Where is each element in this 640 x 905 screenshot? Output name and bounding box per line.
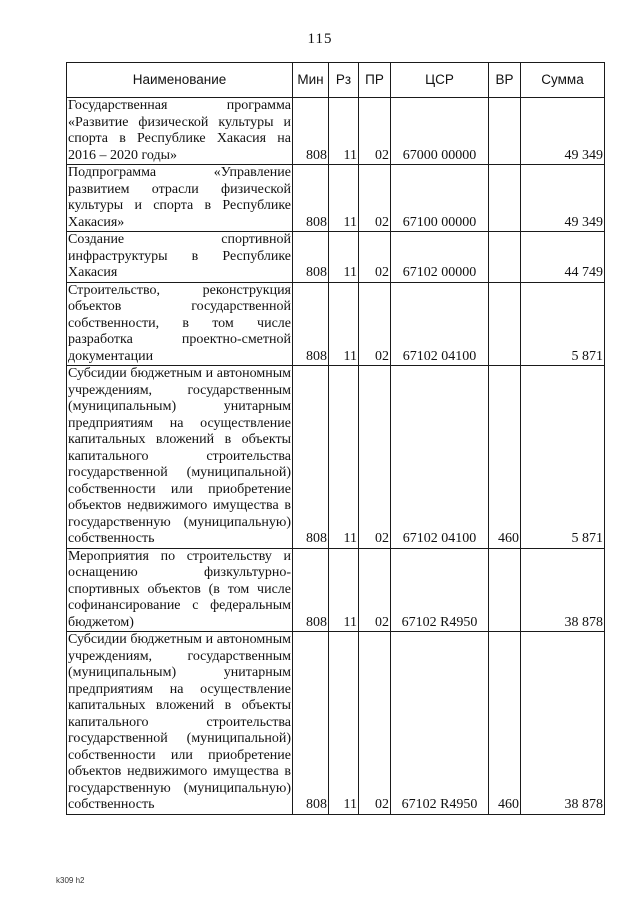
row-pr: 02 (359, 632, 391, 815)
row-min: 808 (293, 366, 329, 549)
row-vr (489, 548, 521, 632)
row-name: Подпрограмма «Управление развитием отрасли физической культуры и спорта в Республике Хакасия» (68, 165, 291, 230)
table-row (67, 98, 605, 165)
footer-code: k309 h2 (56, 876, 85, 885)
row-min: 808 (293, 98, 329, 165)
row-min: 808 (293, 232, 329, 283)
row-rz: 11 (329, 632, 359, 815)
header-min: Мин (293, 63, 329, 98)
row-name: Строительство, реконструкция объектов государственной собственности, в том числе разработка проектно-сметной документации (68, 282, 291, 364)
row-rz: 11 (329, 282, 359, 366)
header-csr: ЦСР (391, 63, 489, 98)
row-vr: 460 (489, 366, 521, 549)
row-name: Мероприятия по строительству и оснащению физкультурно-спортивных объектов (в том числе софинансирование с федеральным бюджетом) (68, 548, 291, 630)
header-pr: ПР (359, 63, 391, 98)
row-csr: 67100 00000 (391, 165, 489, 232)
table-row (67, 165, 605, 232)
row-pr: 02 (359, 98, 391, 165)
row-sum: 44 749 (521, 232, 605, 283)
row-min: 808 (293, 632, 329, 815)
row-csr: 67102 04100 (391, 282, 489, 366)
row-csr: 67000 00000 (391, 98, 489, 165)
header-vr: ВР (489, 63, 521, 98)
row-sum: 38 878 (521, 548, 605, 632)
row-name: Субсидии бюджетным и автономным учреждениям, государственным (муниципальным) унитарным предприятиям на осуществление капитальных вложений в объекты капитального строительства государственной (муниципальной) собственности или приобретение объектов недвижимого имущества в государственную (муниципальную) собственность (68, 366, 291, 546)
row-rz: 11 (329, 165, 359, 232)
row-csr: 67102 R4950 (391, 632, 489, 815)
row-rz: 11 (329, 548, 359, 632)
row-vr (489, 98, 521, 165)
row-pr: 02 (359, 232, 391, 283)
row-sum: 5 871 (521, 282, 605, 366)
budget-table (66, 62, 605, 815)
row-vr (489, 165, 521, 232)
row-csr: 67102 00000 (391, 232, 489, 283)
table-row (67, 632, 605, 815)
row-sum: 49 349 (521, 165, 605, 232)
header-name: Наименование (67, 63, 293, 98)
table-row (67, 232, 605, 283)
row-pr: 02 (359, 548, 391, 632)
row-csr: 67102 04100 (391, 366, 489, 549)
table-row (67, 366, 605, 549)
row-min: 808 (293, 548, 329, 632)
row-pr: 02 (359, 282, 391, 366)
row-vr (489, 282, 521, 366)
page-number: 115 (307, 31, 333, 47)
row-vr: 460 (489, 632, 521, 815)
row-name: Субсидии бюджетным и автономным учреждениям, государственным (муниципальным) унитарным предприятиям на осуществление капитальных вложений в объекты капитального строительства государственной (муниципальной) собственности или приобретение объектов недвижимого имущества в государственную (муниципальную) собственность (68, 632, 291, 812)
row-min: 808 (293, 282, 329, 366)
row-csr: 67102 R4950 (391, 548, 489, 632)
row-name: Государственная программа «Развитие физической культуры и спорта в Республике Хакасия на 2016 – 2020 годы» (68, 98, 291, 163)
row-vr (489, 232, 521, 283)
row-sum: 49 349 (521, 98, 605, 165)
row-min: 808 (293, 165, 329, 232)
header-rz: Рз (329, 63, 359, 98)
row-rz: 11 (329, 98, 359, 165)
table-row (67, 548, 605, 632)
row-sum: 5 871 (521, 366, 605, 549)
header-sum: Сумма (521, 63, 605, 98)
row-sum: 38 878 (521, 632, 605, 815)
table-row (67, 282, 605, 366)
row-rz: 11 (329, 232, 359, 283)
row-rz: 11 (329, 366, 359, 549)
row-name: Создание спортивной инфраструктуры в Республике Хакасия (68, 232, 291, 280)
row-pr: 02 (359, 366, 391, 549)
row-pr: 02 (359, 165, 391, 232)
table-header-row (67, 63, 605, 98)
